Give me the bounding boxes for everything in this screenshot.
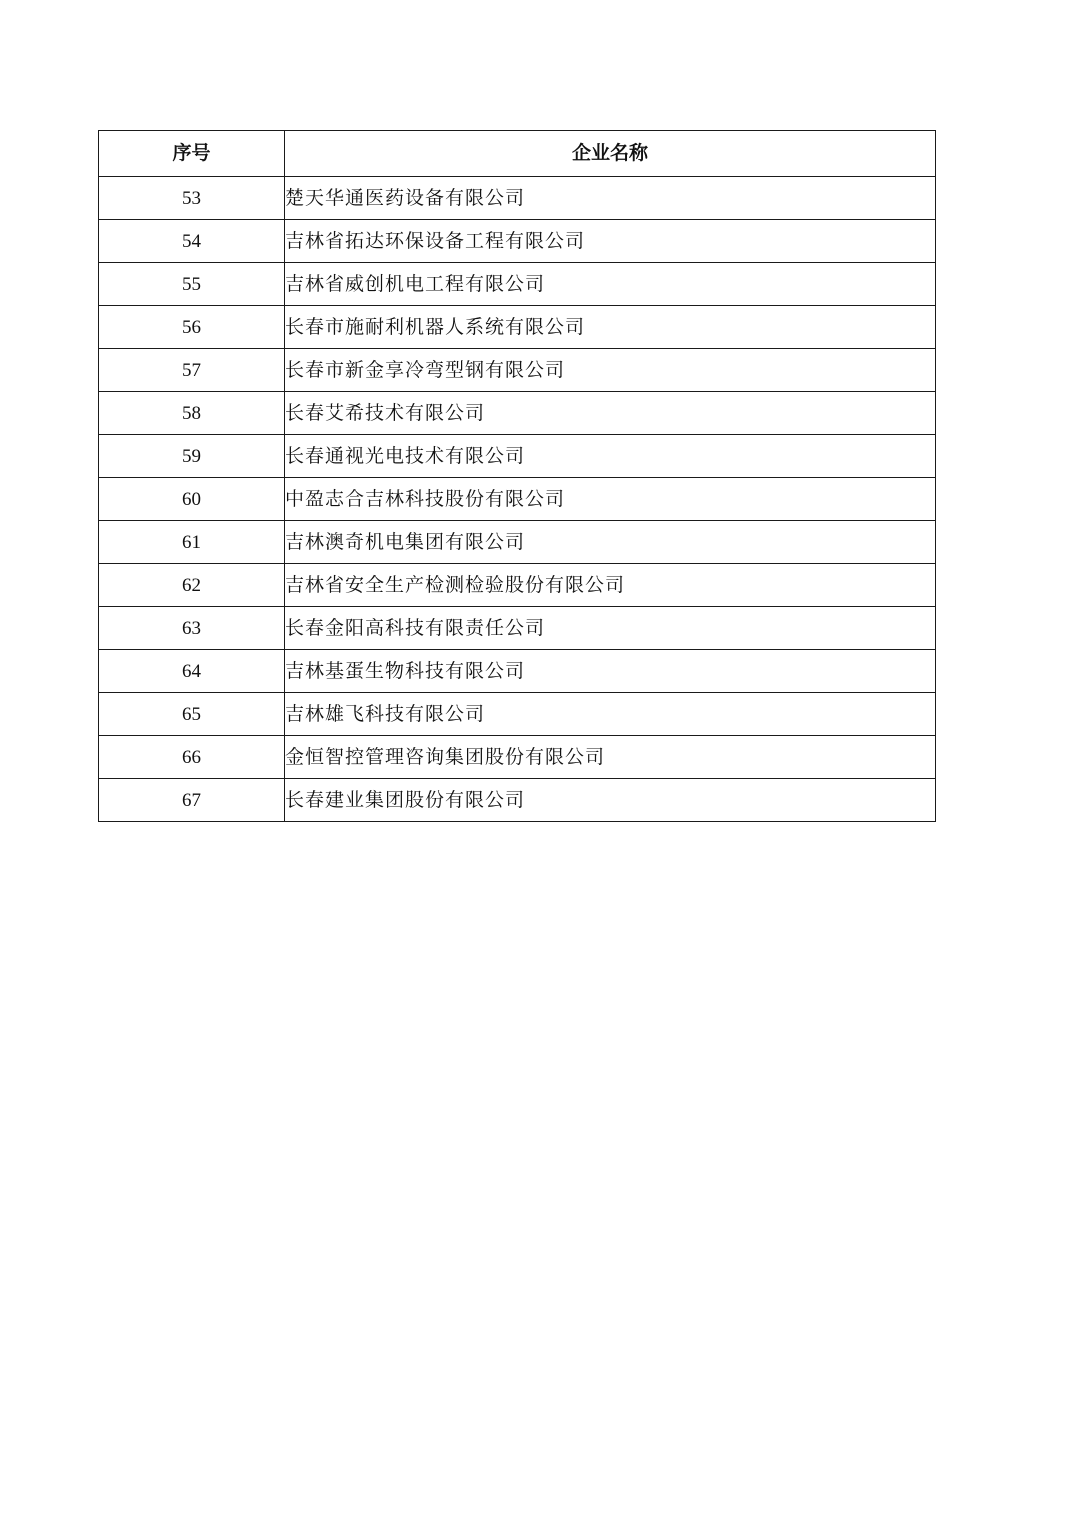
serial-number-cell: 61 <box>99 521 285 564</box>
table-row <box>99 564 936 607</box>
table-row <box>99 220 936 263</box>
serial-number-cell: 65 <box>99 693 285 736</box>
header-company-name: 企业名称 <box>285 131 936 177</box>
table-row <box>99 263 936 306</box>
company-name-cell: 长春金阳高科技有限责任公司 <box>285 607 936 650</box>
table-row <box>99 693 936 736</box>
company-name-cell: 吉林基蛋生物科技有限公司 <box>285 650 936 693</box>
serial-number-cell: 59 <box>99 435 285 478</box>
company-name-cell: 长春建业集团股份有限公司 <box>285 779 936 822</box>
table-row <box>99 177 936 220</box>
serial-number-cell: 60 <box>99 478 285 521</box>
table-row <box>99 736 936 779</box>
table-row <box>99 306 936 349</box>
company-name-cell: 吉林省拓达环保设备工程有限公司 <box>285 220 936 263</box>
company-name-cell: 吉林雄飞科技有限公司 <box>285 693 936 736</box>
table-row <box>99 650 936 693</box>
table-row <box>99 521 936 564</box>
serial-number-cell: 57 <box>99 349 285 392</box>
table-row <box>99 779 936 822</box>
serial-number-cell: 53 <box>99 177 285 220</box>
serial-number-cell: 64 <box>99 650 285 693</box>
company-name-cell: 吉林澳奇机电集团有限公司 <box>285 521 936 564</box>
company-name-cell: 长春通视光电技术有限公司 <box>285 435 936 478</box>
company-list-table <box>98 130 936 822</box>
table-row <box>99 607 936 650</box>
serial-number-cell: 62 <box>99 564 285 607</box>
serial-number-cell: 54 <box>99 220 285 263</box>
header-serial-number: 序号 <box>99 131 285 177</box>
company-name-cell: 吉林省安全生产检测检验股份有限公司 <box>285 564 936 607</box>
company-name-cell: 金恒智控管理咨询集团股份有限公司 <box>285 736 936 779</box>
table-row <box>99 349 936 392</box>
serial-number-cell: 63 <box>99 607 285 650</box>
company-name-cell: 中盈志合吉林科技股份有限公司 <box>285 478 936 521</box>
serial-number-cell: 66 <box>99 736 285 779</box>
table-row <box>99 435 936 478</box>
company-name-cell: 楚天华通医药设备有限公司 <box>285 177 936 220</box>
table-row <box>99 392 936 435</box>
company-name-cell: 长春艾希技术有限公司 <box>285 392 936 435</box>
serial-number-cell: 67 <box>99 779 285 822</box>
serial-number-cell: 56 <box>99 306 285 349</box>
serial-number-cell: 55 <box>99 263 285 306</box>
serial-number-cell: 58 <box>99 392 285 435</box>
company-name-cell: 长春市新金享冷弯型钢有限公司 <box>285 349 936 392</box>
table-row <box>99 478 936 521</box>
company-name-cell: 吉林省威创机电工程有限公司 <box>285 263 936 306</box>
table-header-row <box>99 131 936 177</box>
company-name-cell: 长春市施耐利机器人系统有限公司 <box>285 306 936 349</box>
